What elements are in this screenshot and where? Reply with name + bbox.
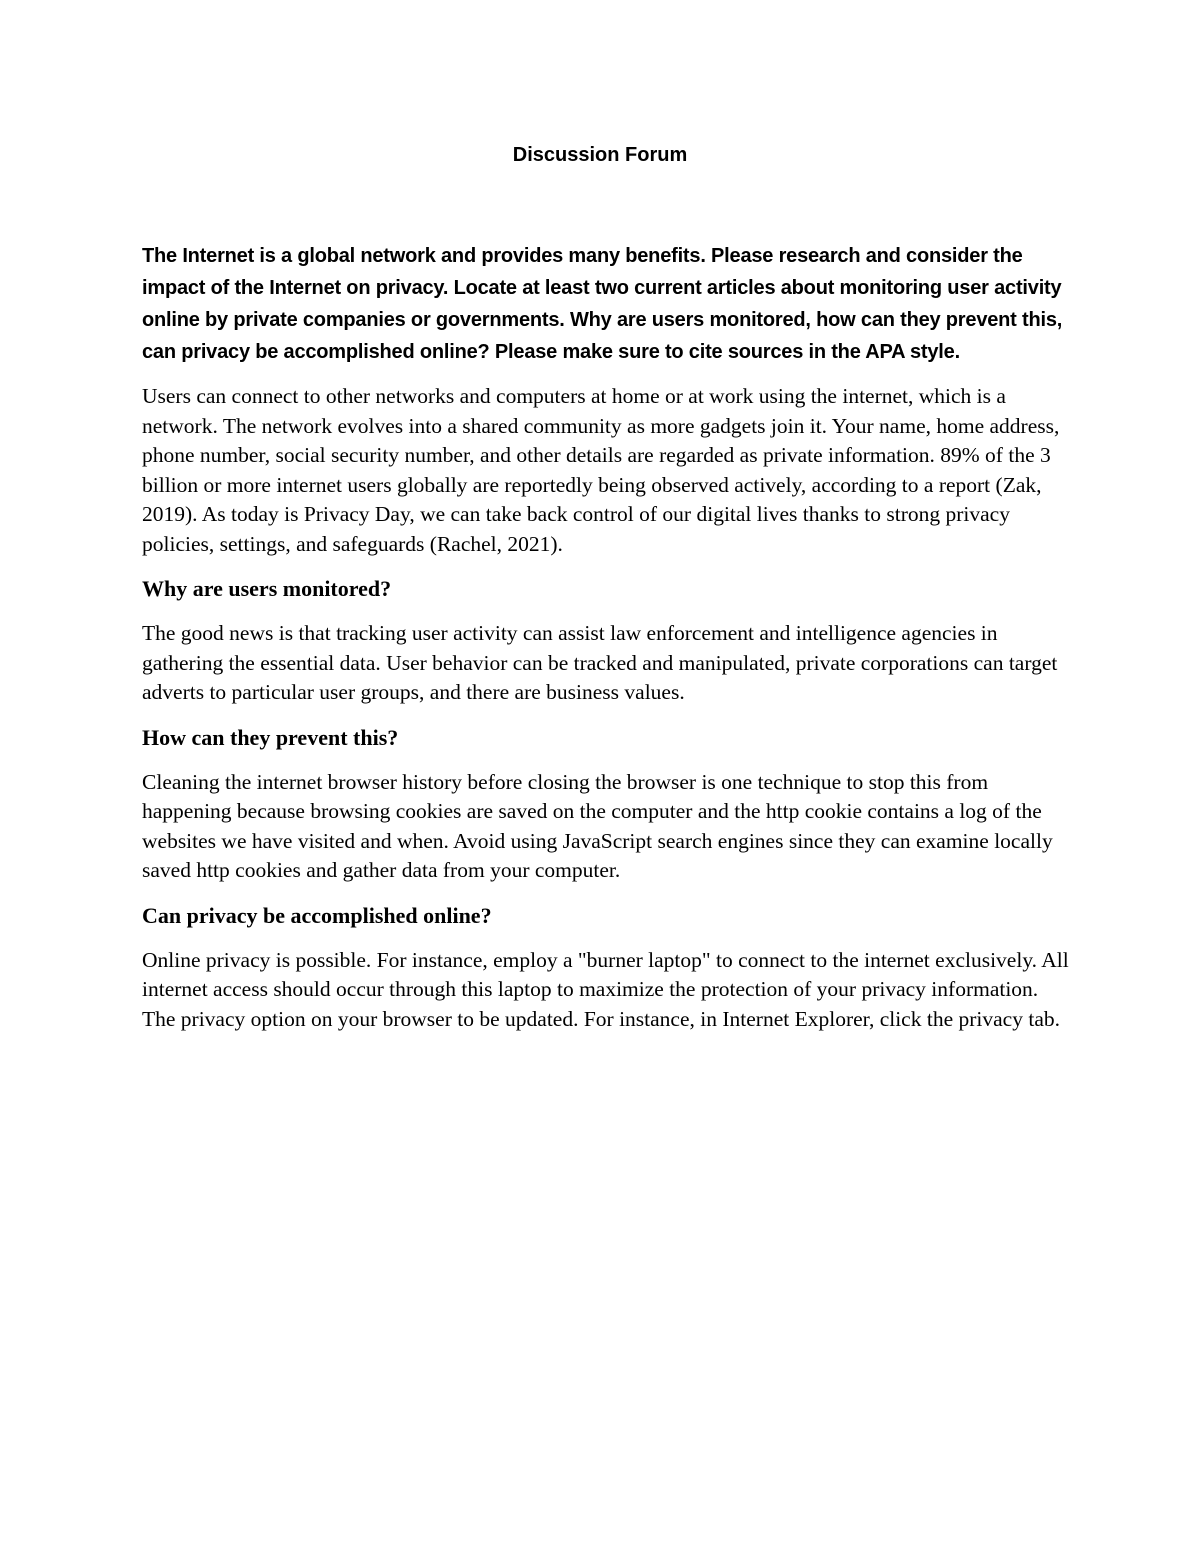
document-title: Discussion Forum: [512, 144, 688, 166]
section-body-privacy-online: Online privacy is possible. For instance, employ a "burner laptop" to connect to the internet exclusively. All internet access should occur through this laptop to maximize the protection of your privacy information. The privacy option on your browser to be updated. For instance, in Internet Explorer, click the privacy tab.: [142, 947, 1069, 1031]
section-body-why-monitored: The good news is that tracking user activity can assist law enforcement and intelligence agencies in gathering the essential data. User behavior can be tracked and manipulated, private corporations can target adverts to particular user groups, and there are business values.: [142, 621, 1058, 704]
section-heading-why-monitored: Why are users monitored?: [142, 576, 392, 601]
discussion-prompt: The Internet is a global network and provides many benefits. Please research and consider the impact of the Internet on privacy. Locate at least two current articles about monitoring user activity online by private companies or governments. Why are users monitored, how can they prevent this, can privacy be accomplished online? Please make sure to cite sources in the APA style.: [142, 245, 1063, 363]
section-heading-prevent: How can they prevent this?: [142, 724, 399, 750]
section-body-prevent: Cleaning the internet browser history before closing the browser is one technique to stop this from happening because browsing cookies are saved on the computer and the http cookie contains a log of the websites we have visited and when. Avoid using JavaScript search engines since they can examine locally saved http cookies and gather data from your computer.: [142, 769, 1053, 882]
intro-paragraph: Users can connect to other networks and computers at home or at work using the internet, which is a network. The network evolves into a shared community as more gadgets join it. Your name, home address, phone number, social security number, and other details are regarded as private information. 89% of the 3 billion or more internet users globally are reportedly being observed actively, according to a report (Zak, 2019). As today is Privacy Day, we can take back control of our digital lives thanks to strong privacy policies, settings, and safeguards (Rachel, 2021).: [142, 384, 1060, 556]
document-page: [142, 140, 1072, 1048]
section-heading-privacy-online: Can privacy be accomplished online?: [142, 902, 492, 928]
